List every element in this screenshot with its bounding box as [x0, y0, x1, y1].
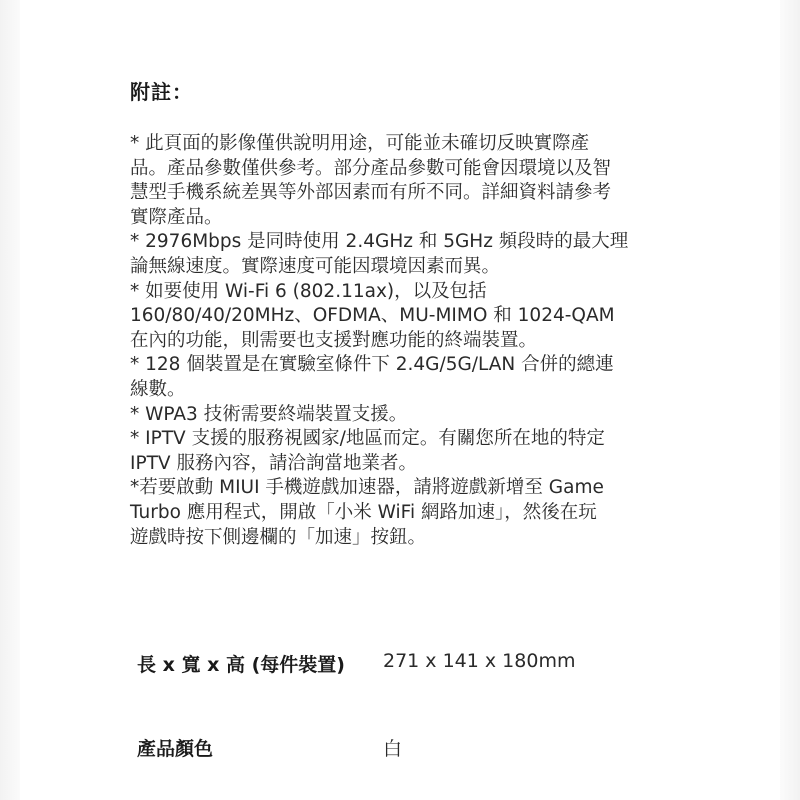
note-line: *若要啟動 MIUI 手機遊戲加速器，請將遊戲新增至 Game	[130, 477, 604, 499]
note-line: * IPTV 支援的服務視國家/地區而定。有關您所在地的特定	[130, 428, 605, 450]
note-line: * WPA3 技術需要終端裝置支援。	[130, 403, 408, 425]
note-line: 160/80/40/20MHz、OFDMA、MU-MIMO 和 1024-QAM	[130, 305, 615, 327]
note-line: * 此頁面的影像僅供說明用途，可能並未確切反映實際產	[130, 133, 590, 154]
note-line: 遊戲時按下側邊欄的「加速」按鈕。	[130, 526, 427, 548]
note-line: * 如要使用 Wi-Fi 6 (802.11ax)，以及包括	[130, 280, 487, 302]
spec-value-color: 白	[383, 738, 403, 760]
notes-block	[130, 132, 675, 550]
page-edge-left	[0, 0, 20, 800]
note-line: 在內的功能，則需要也支援對應功能的終端裝置。	[130, 329, 538, 351]
notes-heading: 附註：	[130, 80, 193, 104]
note-line: Turbo 應用程式，開啟「小米 WiFi 網路加速」，然後在玩	[130, 501, 597, 523]
note-line: 線數。	[130, 378, 186, 400]
note-line: 慧型手機系統差異等外部因素而有所不同。詳細資料請參考	[130, 182, 612, 204]
note-line: 實際產品。	[130, 206, 223, 228]
note-line: * 128 個裝置是在實驗室條件下 2.4G/5G/LAN 合併的總連	[130, 354, 614, 376]
note-line: IPTV 服務內容，請洽詢當地業者。	[130, 452, 417, 474]
note-line: 論無線速度。實際速度可能因環境因素而異。	[130, 255, 501, 277]
note-line: 品。產品參數僅供參考。部分產品參數可能會因環境以及智	[130, 157, 612, 179]
note-line: * 2976Mbps 是同時使用 2.4GHz 和 5GHz 頻段時的最大理	[130, 231, 629, 253]
spec-label-color: 產品顏色	[137, 738, 214, 760]
spec-label-dimensions: 長 x 寬 x 高 (每件裝置)	[137, 654, 345, 676]
spec-value-dimensions: 271 x 141 x 180mm	[383, 650, 576, 672]
page-edge-right	[780, 0, 800, 800]
